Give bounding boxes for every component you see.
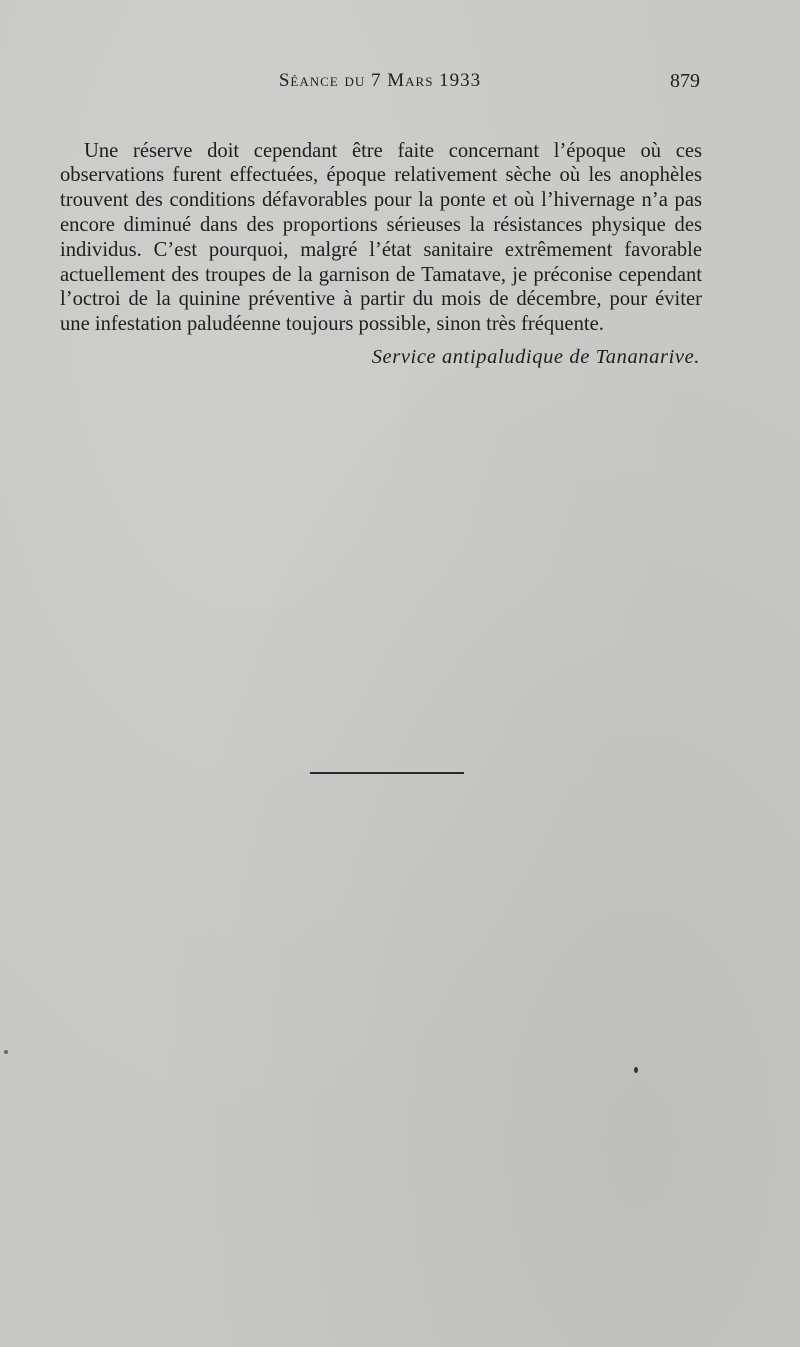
page-number: 879 (670, 70, 700, 92)
paper-speck (4, 1050, 8, 1054)
running-head (60, 70, 700, 102)
signature: Service antipaludique de Tananarive. (371, 346, 700, 368)
end-rule (310, 772, 464, 774)
paper-speck (634, 1067, 638, 1073)
running-title: Séance du 7 Mars 1933 (278, 70, 482, 91)
body-paragraph: Une réserve doit cependant être faite concernant l’époque où ces observations furent effectuées, époque relativement sèche où les anophèles trouvent des conditions défavorables pour la ponte et où l’hivernage n’a pas encore diminué dans des proportions sérieuses la résistances physique des individus. C’est pourquoi, malgré l’état sanitaire extrêmement favorable actuellement des troupes de la garnison de Tamatave, je préconise cependant l’octroi de la quinine préventive à partir du mois de décembre, pour éviter une infestation paludéenne toujours possible, sinon très fréquente. (60, 139, 702, 336)
